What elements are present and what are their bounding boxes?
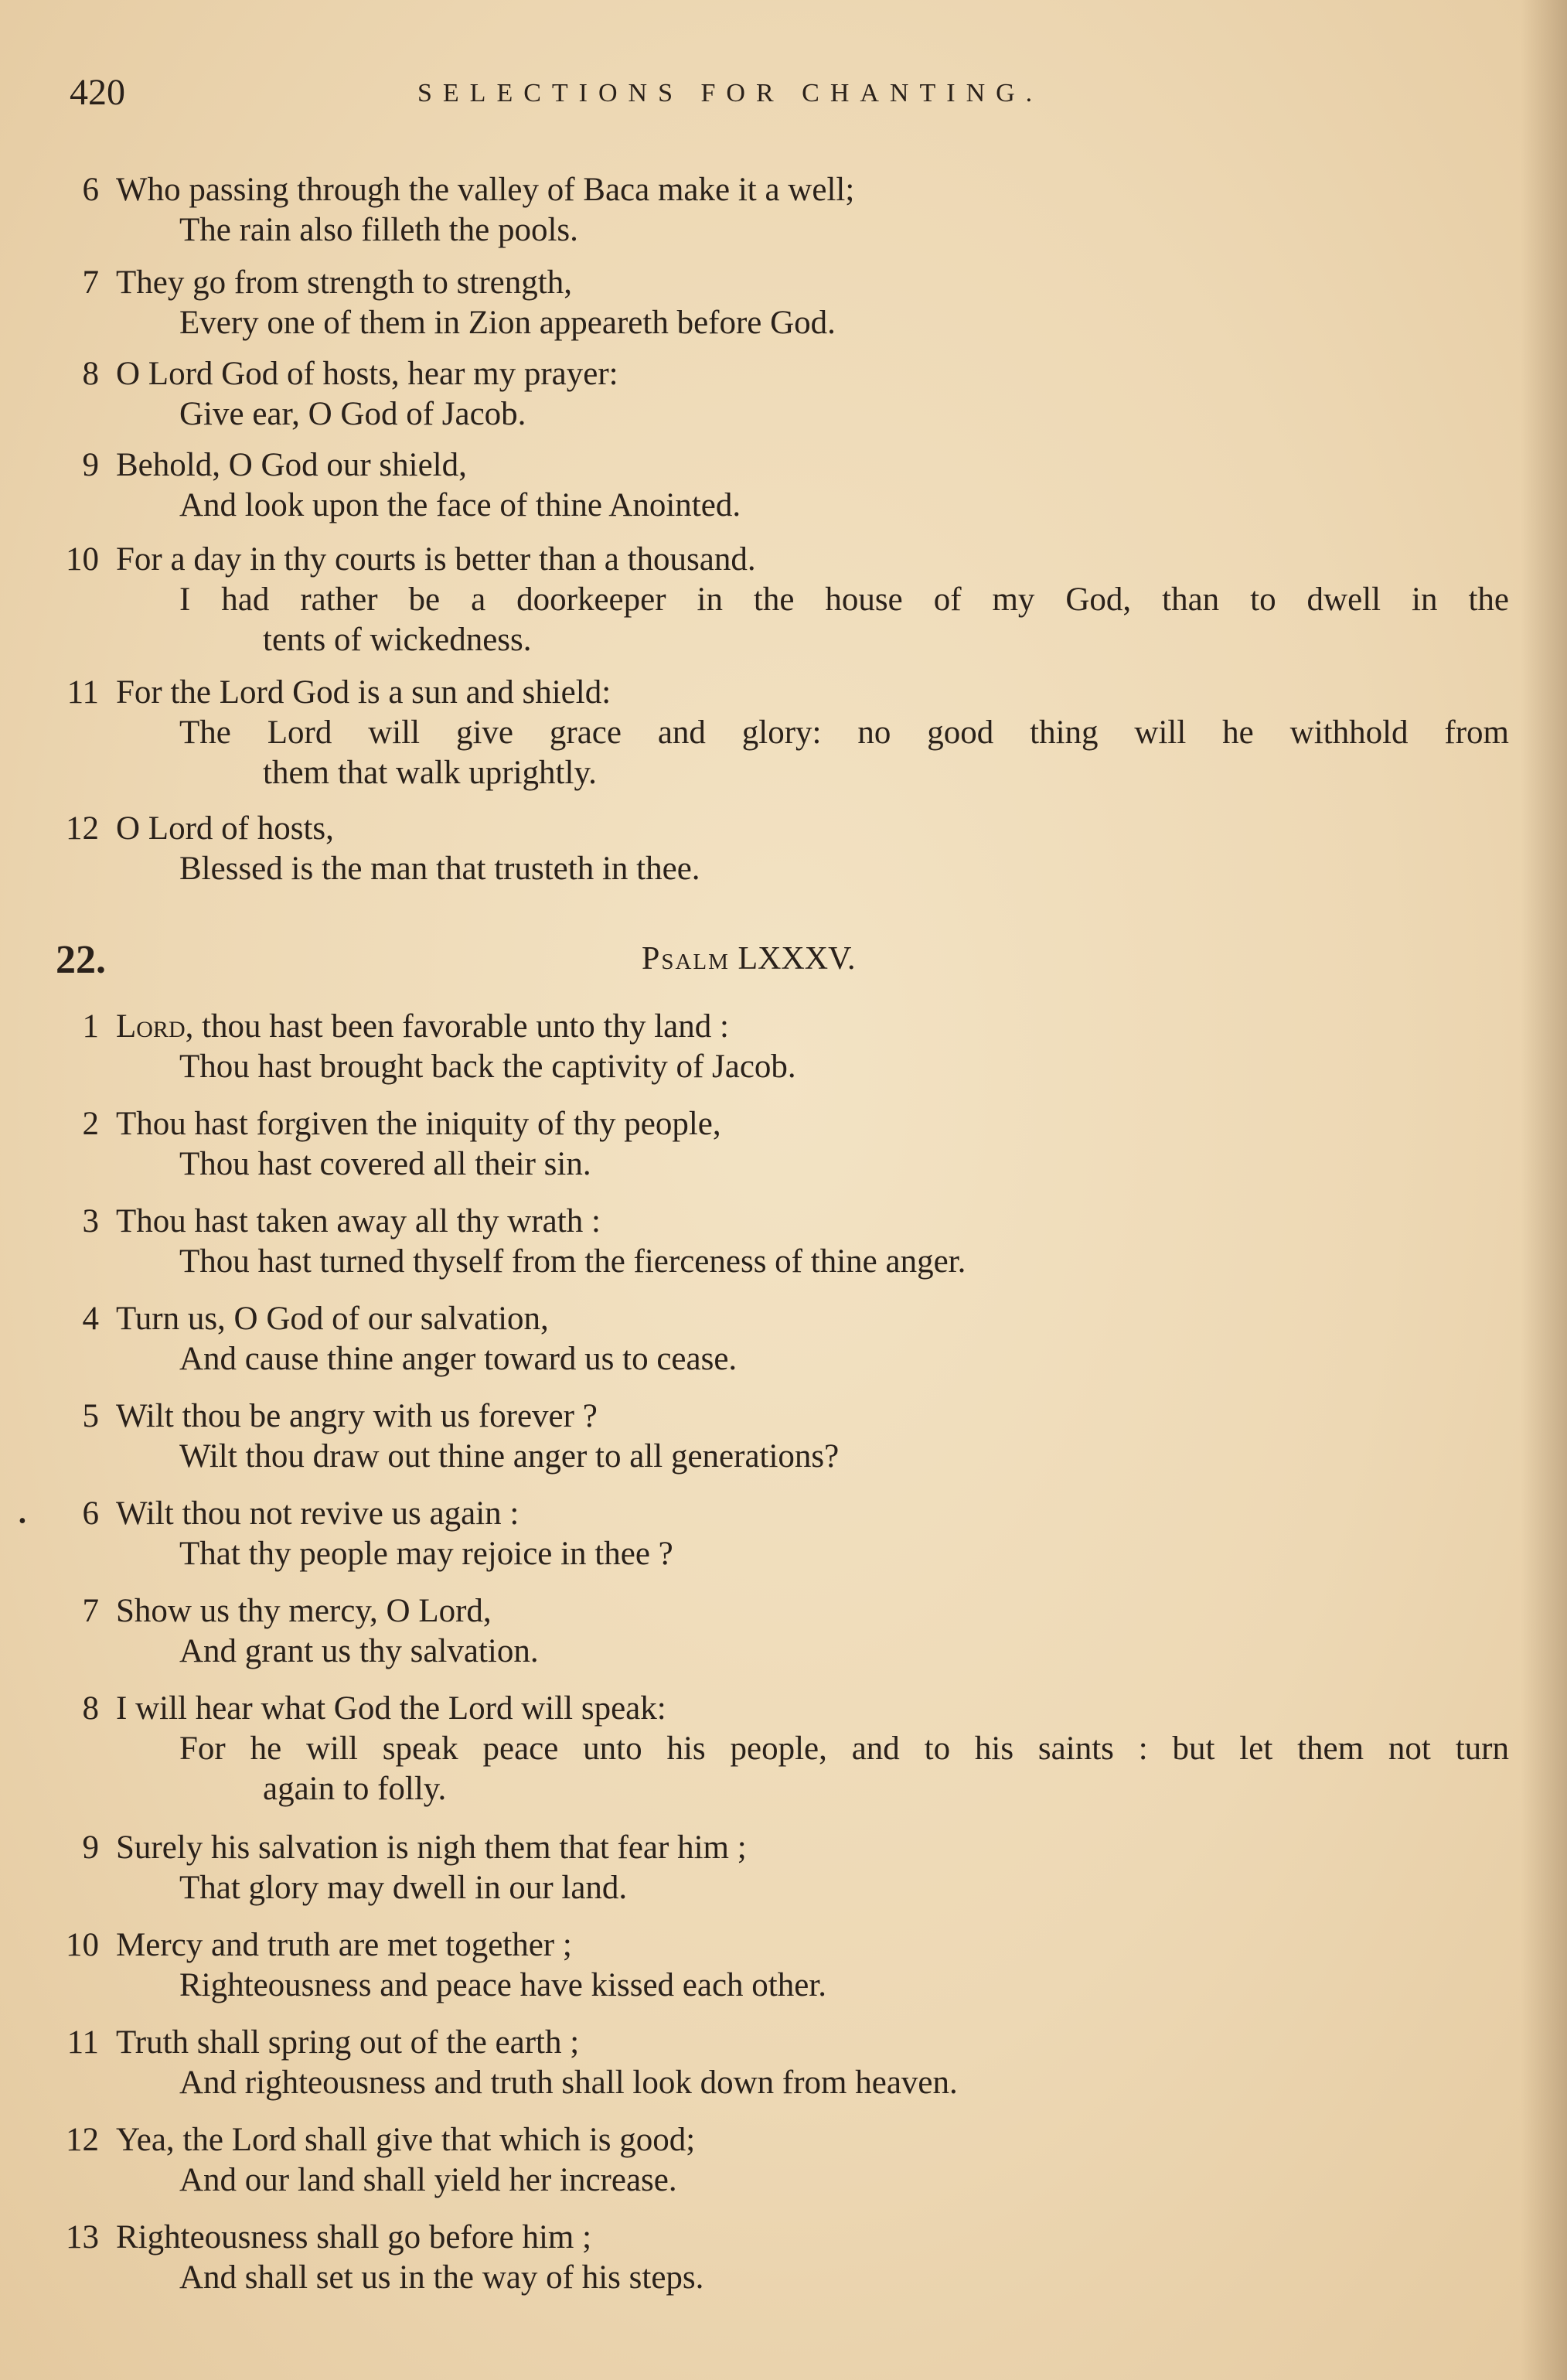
verse-line: Show us thy mercy, O Lord, — [116, 1593, 492, 1629]
opening-word: Lord — [116, 1008, 186, 1045]
verse-number: 12 — [66, 2122, 99, 2158]
verse-line: Turn us, O God of our salvation, — [116, 1301, 549, 1337]
verse-line: Righteousness and peace have kissed each other. — [179, 1967, 827, 2003]
verse-line: Truth shall spring out of the earth ; — [116, 2024, 580, 2061]
verse-line: I will hear what God the Lord will speak: — [116, 1690, 666, 1727]
verse-line: And shall set us in the way of his steps. — [179, 2259, 704, 2296]
verse-number: 5 — [82, 1398, 99, 1434]
verse-line: Yea, the Lord shall give that which is good; — [116, 2122, 696, 2158]
verse-line: O Lord God of hosts, hear my prayer: — [116, 356, 618, 392]
verse-line: Give ear, O God of Jacob. — [179, 396, 526, 432]
section-number: 22. — [56, 938, 106, 982]
verse-number: 11 — [66, 2024, 99, 2061]
verse-line: The rain also filleth the pools. — [179, 212, 578, 248]
verse-line: Righteousness shall go before him ; — [116, 2219, 592, 2256]
verse-number: 11 — [66, 674, 99, 711]
section-heading — [0, 937, 1567, 984]
verse-line: again to folly. — [263, 1771, 447, 1807]
verse-line: The Lord will give grace and glory: no good thing will he withhold from — [179, 714, 1509, 751]
verse-line: And cause thine anger toward us to cease. — [179, 1341, 738, 1377]
verse-number: 6 — [82, 1495, 99, 1532]
verse-number: 6 — [82, 172, 99, 208]
verse-number: 8 — [82, 1690, 99, 1727]
verse-line: And our land shall yield her increase. — [179, 2162, 677, 2198]
verse-line: tents of wickedness. — [263, 622, 532, 658]
verse-line: And look upon the face of thine Anointed. — [179, 487, 741, 523]
verse-line: For he will speak peace unto his people, and to his saints : but let them not turn — [179, 1730, 1509, 1767]
page-header — [70, 71, 1538, 118]
verse-line: Behold, O God our shield, — [116, 447, 467, 483]
verse-line: And grant us thy salvation. — [179, 1633, 539, 1669]
verse-number: 3 — [82, 1203, 99, 1239]
verse-number: 9 — [82, 447, 99, 483]
verse-number: 7 — [82, 1593, 99, 1629]
verse-number: 10 — [66, 541, 99, 578]
verse-line: Wilt thou be angry with us forever ? — [116, 1398, 598, 1434]
verse-number: 13 — [66, 2219, 99, 2256]
margin-bullet: • — [19, 1509, 26, 1533]
verse-line: That thy people may rejoice in thee ? — [179, 1536, 673, 1572]
verse-line: Who passing through the valley of Baca make it a well; — [116, 172, 855, 208]
psalm-word: Psalm — [642, 941, 730, 977]
psalm-numeral: LXXXV. — [738, 941, 856, 977]
verse-line: Thou hast covered all their sin. — [179, 1146, 591, 1182]
running-title: SELECTIONS FOR CHANTING. — [417, 79, 1044, 107]
verse-line: They go from strength to strength, — [116, 264, 572, 301]
verse-number: 8 — [82, 356, 99, 392]
verse-line: That glory may dwell in our land. — [179, 1870, 628, 1906]
verse-number: 10 — [66, 1927, 99, 1963]
page-number: 420 — [70, 72, 125, 113]
verse-number: 7 — [82, 264, 99, 301]
verse-line: Thou hast brought back the captivity of Jacob. — [179, 1048, 796, 1085]
verse-number: 4 — [82, 1301, 99, 1337]
verse-line: For the Lord God is a sun and shield: — [116, 674, 611, 711]
verse-number: 2 — [82, 1106, 99, 1142]
verse-number: 1 — [82, 1008, 99, 1045]
verse-line: O Lord of hosts, — [116, 810, 334, 847]
page-edge-shadow — [1521, 0, 1567, 2380]
verse-line: Thou hast forgiven the iniquity of thy people, — [116, 1106, 721, 1142]
verse-line: I had rather be a doorkeeper in the house of my God, than to dwell in the — [179, 581, 1509, 618]
verse-line: Surely his salvation is nigh them that fear him ; — [116, 1829, 747, 1866]
verse-line-rest: , thou hast been favorable unto thy land : — [185, 1008, 729, 1045]
verse-line: Blessed is the man that trusteth in thee. — [179, 851, 700, 887]
verse-line: Mercy and truth are met together ; — [116, 1927, 572, 1963]
verse-number: 12 — [66, 810, 99, 847]
verse-line: Wilt thou not revive us again : — [116, 1495, 519, 1532]
verse-line: Wilt thou draw out thine anger to all generations? — [179, 1438, 840, 1475]
verse-line: Thou hast turned thyself from the fierceness of thine anger. — [179, 1243, 966, 1280]
verse-line: them that walk uprightly. — [263, 755, 597, 791]
verse-line: For a day in thy courts is better than a thousand. — [116, 541, 756, 578]
verse-line — [116, 1007, 729, 1047]
verse-number: 9 — [82, 1829, 99, 1866]
psalm-title — [642, 940, 856, 977]
verse-line: Every one of them in Zion appeareth before God. — [179, 305, 836, 341]
verse-line: Thou hast taken away all thy wrath : — [116, 1203, 601, 1239]
verse-line: And righteousness and truth shall look down from heaven. — [179, 2065, 958, 2101]
